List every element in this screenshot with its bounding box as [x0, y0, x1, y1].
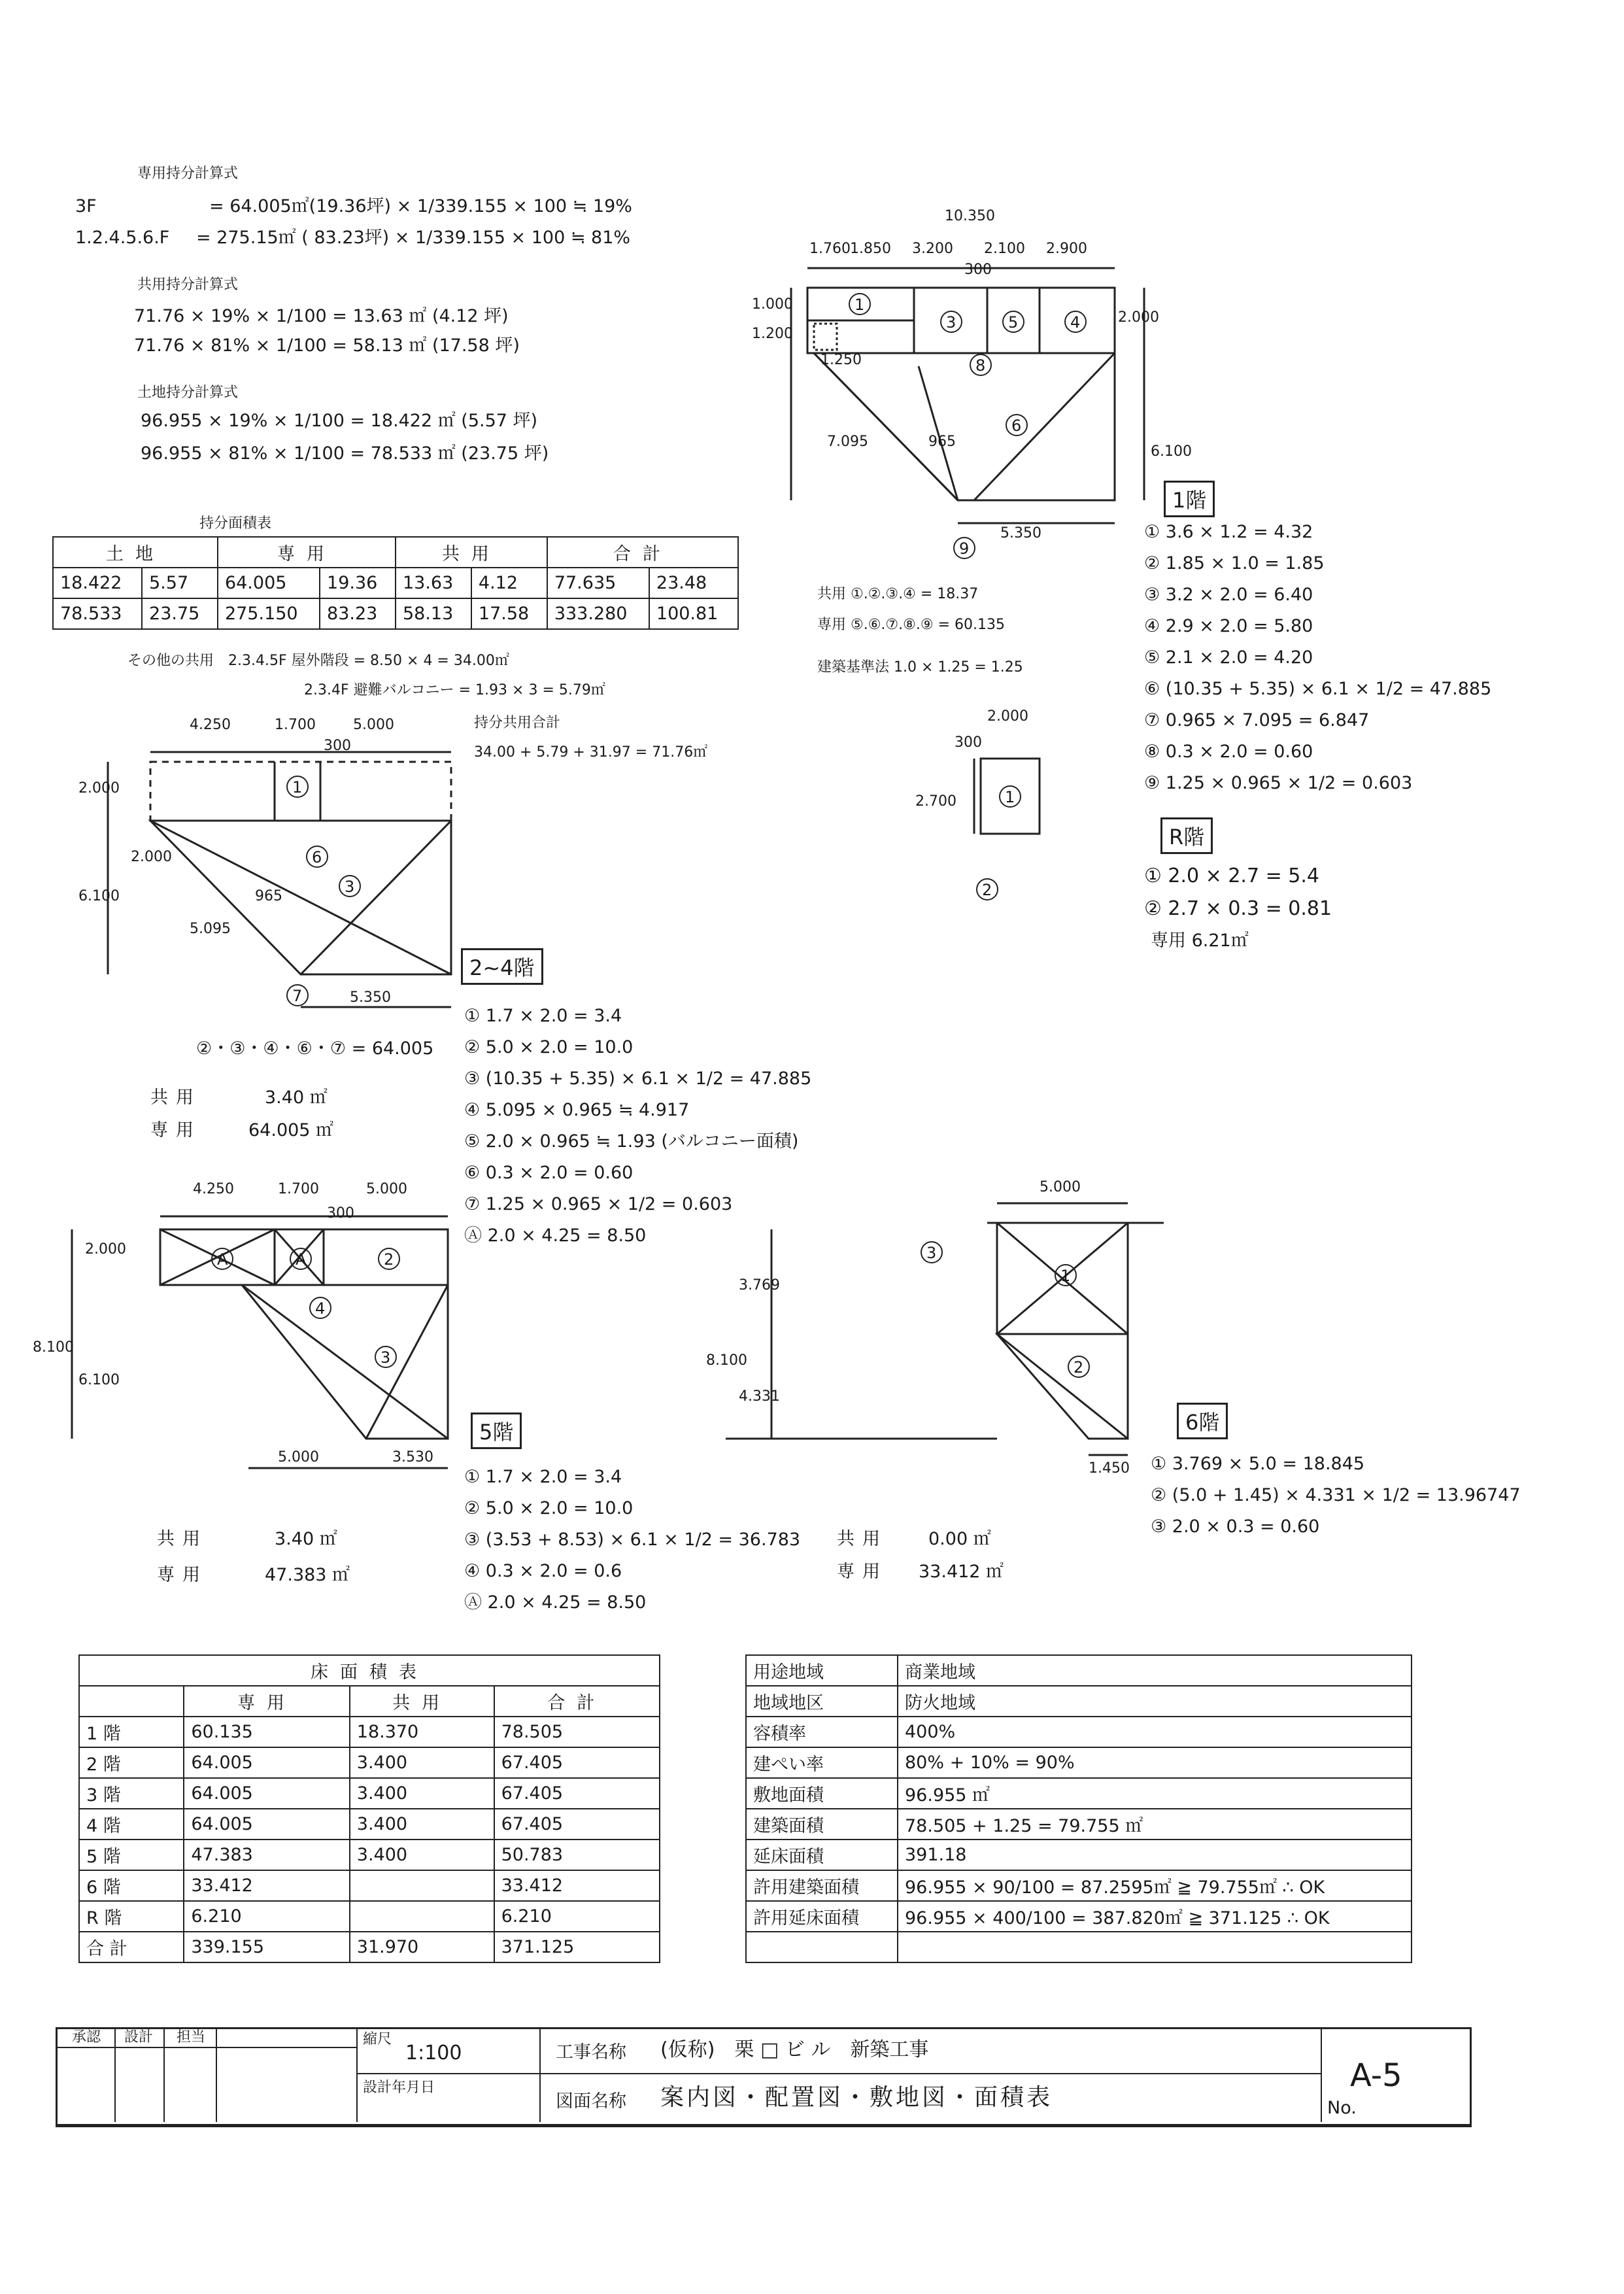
floor6-senyo-value: 33.412 ㎡ [919, 1562, 1004, 1582]
floor2-4-calc: ⑦ 1.25 × 0.965 × 1/2 = 0.603 [464, 1194, 733, 1214]
dwg-label: 1 [854, 296, 865, 314]
tochi-formula-1: 96.955 × 19% × 1/100 = 18.422 ㎡ (5.57 坪) [141, 411, 538, 431]
table-row [746, 1655, 1412, 1686]
table-cell: 67.405 [494, 1809, 660, 1840]
tochi-formula-title: 土地持分計算式 [137, 385, 239, 401]
floor5-dim: 300 [327, 1205, 354, 1222]
table-cell: 建築面積 [746, 1809, 898, 1840]
floor5-senyo-label: 専用 [157, 1565, 208, 1585]
table-cell: 3.400 [350, 1747, 494, 1778]
table-cell: 96.955 ㎡ [898, 1778, 1412, 1809]
floor6-kyoyo-label: 共用 [837, 1529, 888, 1549]
divider [539, 2073, 1321, 2074]
table-cell: 3.400 [350, 1809, 494, 1840]
floor6-calc: ① 3.769 × 5.0 = 18.845 [1151, 1454, 1365, 1474]
table-cell: 64.005 [184, 1778, 349, 1809]
table-cell: R 階 [79, 1901, 184, 1932]
floor2-4-dim: 5.000 [353, 717, 394, 733]
table-cell: 83.23 [320, 598, 396, 629]
share-header-tochi: 土地 [53, 537, 218, 568]
floor2-4-dim: 300 [324, 738, 351, 754]
table-cell [746, 1932, 898, 1962]
floor6-dim: 8.100 [706, 1352, 747, 1369]
floor6-label: 6階 [1177, 1403, 1228, 1439]
floor2-4-calc: ① 1.7 × 2.0 = 3.4 [464, 1006, 622, 1026]
table-cell: 47.383 [184, 1840, 349, 1870]
floor5-label: 5階 [471, 1412, 522, 1449]
floorR-calc: ② 2.7 × 0.3 = 0.81 [1144, 897, 1332, 920]
divider [216, 2027, 217, 2122]
floor1-calc: ⑤ 2.1 × 2.0 = 4.20 [1144, 647, 1313, 668]
divider [1321, 2027, 1322, 2122]
svg-text:2: 2 [982, 881, 992, 899]
table-cell: 合 計 [79, 1932, 184, 1962]
svg-text:2: 2 [384, 1250, 394, 1269]
table-cell: 333.280 [547, 598, 649, 629]
svg-text:1: 1 [292, 778, 303, 796]
floor5-calc: ③ (3.53 + 8.53) × 6.1 × 1/2 = 36.783 [464, 1530, 801, 1550]
table-cell: 31.970 [350, 1932, 494, 1962]
kyoyo-formula-1: 71.76 × 19% × 1/100 = 13.63 ㎡ (4.12 坪) [134, 306, 509, 326]
table-cell: 3.400 [350, 1778, 494, 1809]
floor1-dim: 1.250 [820, 352, 862, 368]
table-cell: 許用延床面積 [746, 1901, 898, 1932]
floor2-4-calc: ④ 5.095 × 0.965 ≒ 4.917 [464, 1100, 690, 1120]
floor5-dim: 6.100 [78, 1372, 120, 1388]
table-row [79, 1686, 660, 1717]
table-cell: 96.955 × 90/100 = 87.2595㎡ ≧ 79.755㎡ ∴ OK [898, 1870, 1412, 1901]
divider [56, 2047, 356, 2048]
table-cell: 64.005 [184, 1747, 349, 1778]
floor6-dim: 3.769 [739, 1277, 780, 1293]
floor1-dim: 2.100 [984, 241, 1025, 257]
floor5-calc: ② 5.0 × 2.0 = 10.0 [464, 1498, 634, 1518]
floor2-4-dim: 2.000 [131, 849, 172, 865]
scale-value: 1:100 [405, 2042, 462, 2064]
floor6-dim: 1.450 [1089, 1460, 1130, 1477]
table-cell: 商業地域 [898, 1655, 1412, 1686]
floor2-4-calc: Ⓐ 2.0 × 4.25 = 8.50 [464, 1225, 647, 1246]
table-row [79, 1778, 660, 1809]
title-col-label: 設計 [124, 2029, 154, 2046]
floor2-4-dim: 6.100 [78, 888, 120, 904]
table-row [746, 1717, 1412, 1747]
floor2-4-kyoyo-label: 共用 [150, 1087, 201, 1108]
floorR-calc: ① 2.0 × 2.7 = 5.4 [1144, 865, 1319, 887]
svg-text:7: 7 [292, 987, 303, 1005]
floor1-calc: ⑦ 0.965 × 7.095 = 6.847 [1144, 710, 1370, 730]
table-cell: 64.005 [184, 1809, 349, 1840]
floor5-senyo-value: 47.383 ㎡ [265, 1565, 350, 1585]
sheet-no-label: No. [1327, 2098, 1357, 2118]
table-cell: 18.370 [350, 1717, 494, 1747]
floor5-dim: 2.000 [85, 1241, 126, 1258]
senyo-other-label: 1.2.4.5.6.F [75, 228, 170, 248]
kyoyo-formula-2: 71.76 × 81% × 1/100 = 58.13 ㎡ (17.58 坪) [134, 335, 520, 356]
table-cell: 391.18 [898, 1840, 1412, 1870]
table-cell: 6.210 [184, 1901, 349, 1932]
table-cell: 18.422 [53, 568, 142, 598]
table-cell: 58.13 [396, 598, 471, 629]
floor1-calc: ④ 2.9 × 2.0 = 5.80 [1144, 616, 1313, 636]
share-header-total: 合計 [547, 537, 738, 568]
floor-table-header [79, 1686, 184, 1717]
divider [356, 2027, 358, 2122]
floor6-calc: ③ 2.0 × 0.3 = 0.60 [1151, 1516, 1320, 1537]
floor2-4-dim: 965 [255, 888, 282, 904]
floor2-4-calc: ③ (10.35 + 5.35) × 6.1 × 1/2 = 47.885 [464, 1069, 812, 1089]
table-cell: 80% + 10% = 90% [898, 1747, 1412, 1778]
drawing-name: 案内図・配置図・敷地図・面積表 [660, 2084, 1053, 2111]
table-cell: 17.58 [471, 598, 547, 629]
table-cell [350, 1870, 494, 1901]
table-row [79, 1932, 660, 1962]
divider [356, 2073, 539, 2074]
floor1-dim: 1.850 [850, 241, 891, 257]
floor2-4-senyo-label: 専用 [150, 1120, 201, 1140]
table-row [79, 1717, 660, 1747]
floor5-kyoyo-label: 共用 [157, 1529, 208, 1549]
floor2-4-dim: 4.250 [190, 717, 231, 733]
table-cell: 100.81 [649, 598, 738, 629]
floor1-dim: 300 [964, 262, 992, 278]
floor1-triangle [814, 353, 1115, 500]
svg-text:6: 6 [312, 848, 322, 866]
floor5-calc: ④ 0.3 × 2.0 = 0.6 [464, 1561, 622, 1581]
table-cell: 13.63 [396, 568, 471, 598]
share-note-1: その他の共用 2.3.4.5F 屋外階段 = 8.50 × 4 = 34.00㎡ [127, 653, 509, 669]
floor5-dim: 8.100 [33, 1339, 74, 1356]
table-cell: 建ぺい率 [746, 1747, 898, 1778]
floor1-calc: ② 1.85 × 1.0 = 1.85 [1144, 553, 1325, 574]
floor2-4-calc: ⑤ 2.0 × 0.965 ≒ 1.93 (バルコニー面積) [464, 1131, 799, 1152]
floor-table-header: 共用 [350, 1686, 494, 1717]
floor1-dim: 2.000 [1118, 309, 1159, 326]
floor2-4-dim: 2.000 [78, 780, 120, 796]
floor1-dim: 10.350 [945, 208, 995, 224]
floor2-4-dim: 5.350 [350, 989, 391, 1006]
svg-text:3: 3 [926, 1244, 937, 1262]
floor2-4-dim: 5.095 [190, 921, 231, 937]
sheet-number: A-5 [1350, 2057, 1402, 2094]
floorR-dim: 300 [955, 734, 982, 751]
floor-table-title: 床面積表 [79, 1655, 660, 1686]
floor2-4-sum: ②・③・④・⑥・⑦ = 64.005 [196, 1038, 434, 1059]
svg-text:8: 8 [975, 356, 986, 375]
floor1-dim: 2.900 [1046, 241, 1087, 257]
table-cell: 77.635 [547, 568, 649, 598]
table-cell: 67.405 [494, 1747, 660, 1778]
floor5-dim: 5.000 [366, 1181, 407, 1197]
senyo-formula-title: 専用持分計算式 [137, 165, 239, 182]
floor5-calc: ① 1.7 × 2.0 = 3.4 [464, 1467, 622, 1487]
svg-text:3: 3 [946, 313, 956, 332]
floor2-4-kyoyo-value: 3.40 ㎡ [265, 1087, 328, 1108]
table-cell: 23.75 [142, 598, 218, 629]
floor5-dim: 4.250 [193, 1181, 234, 1197]
share-note-2: 2.3.4F 避難バルコニー = 1.93 × 3 = 5.79㎡ [304, 682, 605, 698]
table-row [746, 1870, 1412, 1901]
table-cell: 23.48 [649, 568, 738, 598]
share-note-4: 34.00 + 5.79 + 31.97 = 71.76㎡ [474, 744, 708, 761]
floor1-calc: ⑧ 0.3 × 2.0 = 0.60 [1144, 742, 1313, 762]
floor2-4-dim: 1.700 [275, 717, 316, 733]
table-cell [898, 1932, 1412, 1962]
senyo-3f-expr: = 64.005㎡(19.36坪) × 1/339.155 × 100 ≒ 19% [209, 196, 632, 216]
table-cell: 2 階 [79, 1747, 184, 1778]
floor1-dim: 965 [928, 434, 956, 450]
table-cell: 60.135 [184, 1717, 349, 1747]
floor1-calc: ⑨ 1.25 × 0.965 × 1/2 = 0.603 [1144, 773, 1413, 793]
table-row [746, 1686, 1412, 1717]
table-cell: 1 階 [79, 1717, 184, 1747]
floor1-calc: ⑥ (10.35 + 5.35) × 6.1 × 1/2 = 47.885 [1144, 679, 1492, 699]
scale-label: 縮尺 [363, 2031, 392, 2047]
table-cell: 19.36 [320, 568, 396, 598]
project-label: 工事名称 [556, 2042, 626, 2063]
floor1-dim: 1.760 [809, 241, 851, 257]
floor1-calc: ③ 3.2 × 2.0 = 6.40 [1144, 585, 1313, 605]
table-row [53, 568, 738, 598]
table-cell: 96.955 × 400/100 = 387.820㎡ ≧ 371.125 ∴ OK [898, 1901, 1412, 1932]
table-cell: 400% [898, 1717, 1412, 1747]
floor6-dim: 5.000 [1040, 1179, 1081, 1195]
table-cell: 67.405 [494, 1778, 660, 1809]
svg-text:3: 3 [345, 878, 355, 896]
floor6-kyoyo-value: 0.00 ㎡ [928, 1529, 991, 1549]
floor-table-header: 合計 [494, 1686, 660, 1717]
table-row [746, 1932, 1412, 1962]
table-cell: 371.125 [494, 1932, 660, 1962]
date-label: 設計年月日 [363, 2080, 435, 2096]
table-row [746, 1809, 1412, 1840]
table-row [79, 1747, 660, 1778]
floor5-dim: 5.000 [278, 1449, 319, 1465]
drawing-label: 図面名称 [556, 2091, 626, 2112]
svg-text:9: 9 [959, 539, 970, 558]
table-cell: 50.783 [494, 1840, 660, 1870]
table-cell: 3.400 [350, 1840, 494, 1870]
table-cell [350, 1901, 494, 1932]
table-row [79, 1901, 660, 1932]
floor2-4-calc: ② 5.0 × 2.0 = 10.0 [464, 1037, 634, 1057]
share-note-3: 持分共用合計 [474, 715, 561, 731]
table-cell: 78.505 + 1.25 = 79.755 ㎡ [898, 1809, 1412, 1840]
floorR-dim: 2.700 [915, 793, 956, 810]
table-cell: 78.533 [53, 598, 142, 629]
floor1-dim: 3.200 [912, 241, 953, 257]
title-col-label: 担当 [177, 2029, 206, 2046]
floorR-label: R階 [1160, 817, 1213, 854]
table-cell: 防火地域 [898, 1686, 1412, 1717]
divider [114, 2027, 116, 2122]
divider [539, 2027, 541, 2122]
floor1-dim: 7.095 [827, 434, 868, 450]
svg-text:4: 4 [1070, 313, 1081, 332]
floor2-4-label: 2~4階 [461, 948, 543, 985]
share-table-title: 持分面積表 [199, 515, 272, 532]
table-row [53, 598, 738, 629]
svg-text:3: 3 [381, 1348, 391, 1367]
senyo-3f-label: 3F [75, 196, 97, 216]
floor1-note: 建築基準法 1.0 × 1.25 = 1.25 [817, 659, 1023, 676]
table-row [79, 1809, 660, 1840]
svg-text:A: A [296, 1250, 307, 1269]
tochi-formula-2: 96.955 × 81% × 1/100 = 78.533 ㎡ (23.75 坪) [141, 443, 549, 464]
table-cell: 33.412 [494, 1870, 660, 1901]
table-row [79, 1870, 660, 1901]
zoning-table [745, 1654, 1412, 1963]
svg-text:1: 1 [1005, 788, 1015, 806]
share-table [52, 536, 739, 630]
table-row [746, 1901, 1412, 1932]
floorR-dim: 2.000 [987, 708, 1028, 725]
table-cell: 275.150 [218, 598, 320, 629]
divider [163, 2027, 165, 2122]
floor1-kyoyo: 共用 ①.②.③.④ = 18.37 [817, 586, 979, 602]
table-cell: 78.505 [494, 1717, 660, 1747]
svg-text:6: 6 [1011, 417, 1022, 435]
table-cell: 許用建築面積 [746, 1870, 898, 1901]
table-row [746, 1778, 1412, 1809]
table-row [746, 1840, 1412, 1870]
floor5-calc: Ⓐ 2.0 × 4.25 = 8.50 [464, 1592, 647, 1613]
floor1-calc: ① 3.6 × 1.2 = 4.32 [1144, 522, 1313, 542]
share-header-kyoyo: 共用 [396, 537, 547, 568]
table-row [79, 1840, 660, 1870]
table-cell: 容積率 [746, 1717, 898, 1747]
table-cell: 339.155 [184, 1932, 349, 1962]
kyoyo-formula-title: 共用持分計算式 [137, 277, 239, 293]
table-cell: 敷地面積 [746, 1778, 898, 1809]
senyo-other-expr: = 275.15㎡ ( 83.23坪) × 1/339.155 × 100 ≒ 81% [196, 228, 631, 248]
svg-text:A: A [217, 1250, 228, 1269]
project-name: (仮称) 栗 □ ビ ル 新築工事 [660, 2038, 929, 2061]
share-header-senyo: 専用 [218, 537, 396, 568]
floor5-dim: 3.530 [392, 1449, 433, 1465]
floor6-senyo-label: 専用 [837, 1562, 888, 1582]
table-cell: 延床面積 [746, 1840, 898, 1870]
floor6-dim: 4.331 [739, 1388, 780, 1405]
table-row [79, 1655, 660, 1686]
floor5-dim: 1.700 [278, 1181, 319, 1197]
table-row [53, 537, 738, 568]
svg-text:4: 4 [315, 1299, 326, 1318]
table-cell: 6 階 [79, 1870, 184, 1901]
table-row [746, 1747, 1412, 1778]
floorR-senyo: 専用 6.21㎡ [1151, 931, 1249, 951]
floor6-calc: ② (5.0 + 1.45) × 4.331 × 1/2 = 13.96747 [1151, 1485, 1521, 1505]
table-cell: 4.12 [471, 568, 547, 598]
title-col-label: 承認 [72, 2029, 101, 2046]
table-cell: 5.57 [142, 568, 218, 598]
floor1-dim: 5.350 [1000, 525, 1041, 541]
floor1-senyo: 専用 ⑤.⑥.⑦.⑧.⑨ = 60.135 [817, 617, 1005, 633]
table-cell: 64.005 [218, 568, 320, 598]
table-cell: 6.210 [494, 1901, 660, 1932]
floor2-4-calc: ⑥ 0.3 × 2.0 = 0.60 [464, 1163, 634, 1183]
table-cell: 用途地域 [746, 1655, 898, 1686]
svg-text:1: 1 [1060, 1267, 1071, 1285]
floor-table-header: 専用 [184, 1686, 349, 1717]
table-cell: 4 階 [79, 1809, 184, 1840]
table-cell: 3 階 [79, 1778, 184, 1809]
table-cell: 地域地区 [746, 1686, 898, 1717]
floor5-kyoyo-value: 3.40 ㎡ [275, 1529, 337, 1549]
floor1-dim: 1.200 [752, 326, 793, 342]
floor1-dim: 1.000 [752, 296, 793, 313]
svg-text:5: 5 [1008, 313, 1019, 332]
svg-text:2: 2 [1074, 1358, 1084, 1377]
table-cell: 5 階 [79, 1840, 184, 1870]
table-cell: 33.412 [184, 1870, 349, 1901]
floor-area-table [78, 1654, 660, 1963]
floor2-4-senyo-value: 64.005 ㎡ [248, 1120, 334, 1140]
floor1-label: 1階 [1164, 481, 1215, 517]
floor1-dim: 6.100 [1151, 443, 1192, 460]
